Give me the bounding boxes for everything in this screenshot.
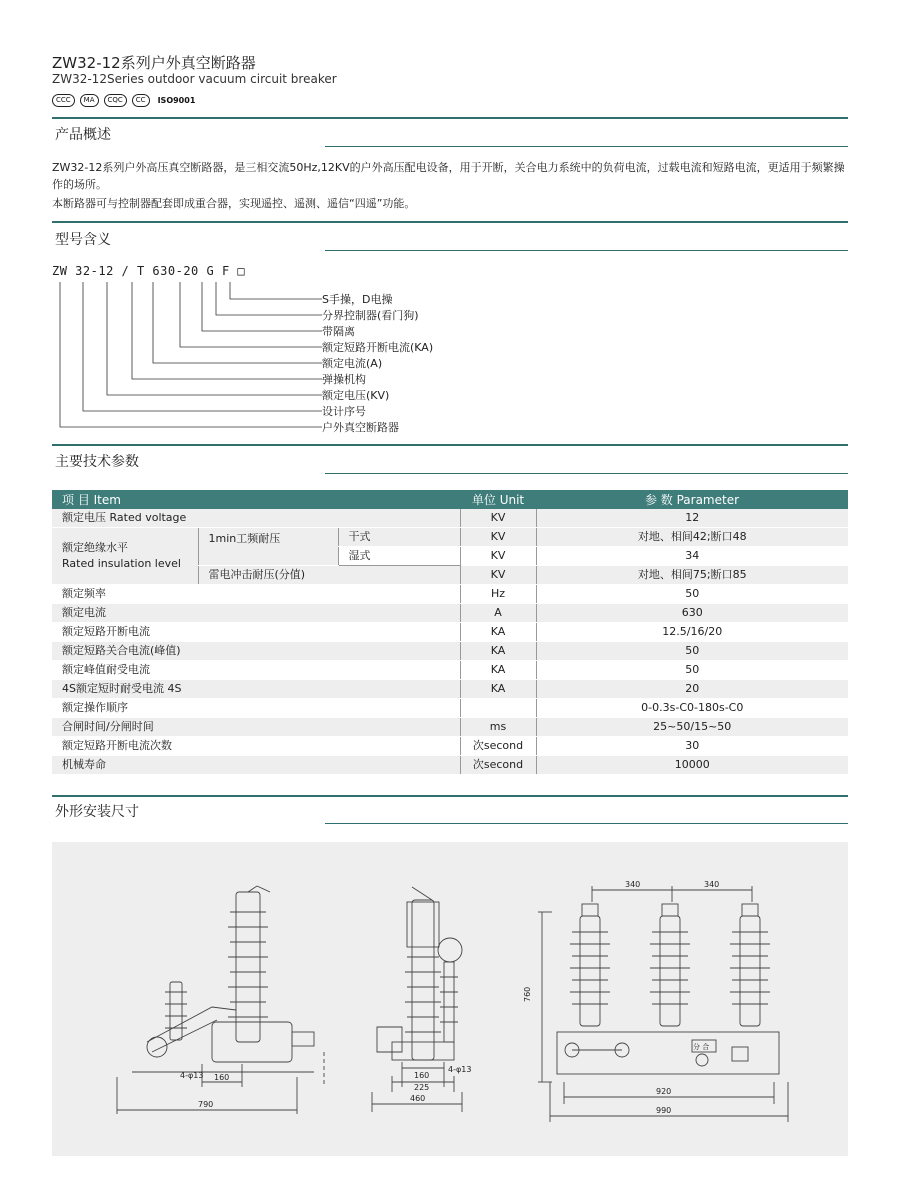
table-row xyxy=(52,680,848,699)
cqc-logo: CQC xyxy=(104,94,127,107)
spec-table xyxy=(52,490,848,775)
section-underline xyxy=(325,146,848,147)
row-value: 50 xyxy=(536,661,848,680)
row-label: 额定短路开断电流 xyxy=(52,623,460,642)
row-unit: KA xyxy=(460,623,536,642)
table-row xyxy=(52,623,848,642)
row-unit: Hz xyxy=(460,585,536,604)
certification-logos xyxy=(52,92,198,108)
front-insulator xyxy=(412,900,434,1060)
section-heading-specs: 主要技术参数 xyxy=(55,454,139,470)
dry-label: 干式 xyxy=(338,528,460,547)
row-unit: KV xyxy=(460,566,536,585)
front-dimension-460: 460 xyxy=(410,1094,426,1103)
section-underline xyxy=(325,823,848,824)
table-header xyxy=(52,490,848,509)
row-label: 机械寿命 xyxy=(52,756,460,775)
cc-logo: CC xyxy=(132,94,150,107)
row-value: 0-0.3s-C0-180s-C0 xyxy=(536,699,848,718)
side-insulator xyxy=(236,892,260,1042)
page-subtitle: ZW32-12Series outdoor vacuum circuit breaker xyxy=(52,72,337,86)
legend-item: 带隔离 xyxy=(322,325,355,338)
legend-line xyxy=(60,282,322,427)
section-rule xyxy=(52,444,848,446)
side-dimension-790: 790 xyxy=(198,1100,214,1109)
pole-insulator xyxy=(660,916,680,1026)
legend-line xyxy=(83,282,322,411)
pole-insulator xyxy=(740,916,760,1026)
legend-line xyxy=(216,282,322,315)
row-unit: A xyxy=(460,604,536,623)
table-row xyxy=(52,699,848,718)
row-value: 10000 xyxy=(536,756,848,775)
legend-line xyxy=(202,282,322,331)
header-unit: 单位 Unit xyxy=(460,490,536,509)
table-row xyxy=(52,737,848,756)
table-row xyxy=(52,661,848,680)
legend-item: 分界控制器(看门狗) xyxy=(322,309,419,322)
insulation-label-cn: 额定绝缘水平 xyxy=(62,541,128,554)
row-label: 额定电压 Rated voltage xyxy=(52,509,460,528)
row-label: 额定峰值耐受电流 xyxy=(52,661,460,680)
front-dimension-225: 225 xyxy=(414,1083,430,1092)
legend-item: 额定电压(KV) xyxy=(322,389,390,402)
row-value: 30 xyxy=(536,737,848,756)
front-hole-dimension: 4-φ13 xyxy=(448,1065,472,1074)
table-row xyxy=(52,528,848,547)
row-label: 额定电流 xyxy=(52,604,460,623)
width-dimension-920: 920 xyxy=(656,1087,672,1096)
row-value: 25~50/15~50 xyxy=(536,718,848,737)
model-code: ZW 32-12 / T 630-20 G F □ xyxy=(52,264,246,278)
close-open-label: 分 合 xyxy=(693,1043,710,1051)
section-heading-overview: 产品概述 xyxy=(55,127,111,143)
legend-line xyxy=(230,282,322,299)
row-unit: KV xyxy=(460,509,536,528)
terminal xyxy=(662,904,678,916)
row-value: 630 xyxy=(536,604,848,623)
power-freq-label: 1min工频耐压 xyxy=(198,528,338,566)
row-value: 对地、相间42;断口48 xyxy=(536,528,848,547)
legend-item: 弹操机构 xyxy=(322,373,366,386)
row-unit: KV xyxy=(460,528,536,547)
ma-logo: MA xyxy=(80,94,99,107)
overview-paragraph-2: 本断路器可与控制器配套即成重合器，实现遥控、遥测、遥信“四遥”功能。 xyxy=(52,197,416,210)
row-unit: 次second xyxy=(460,737,536,756)
legend-item: 额定电流(A) xyxy=(322,357,383,370)
header-item: 项 目 Item xyxy=(52,490,460,509)
row-value: 50 xyxy=(536,642,848,661)
section-rule xyxy=(52,117,848,119)
pole-spacing-340-right: 340 xyxy=(704,880,720,889)
table-row xyxy=(52,604,848,623)
row-label: 额定频率 xyxy=(52,585,460,604)
section-rule xyxy=(52,221,848,223)
model-legend-lines xyxy=(52,278,342,438)
row-value: 50 xyxy=(536,585,848,604)
section-underline xyxy=(325,250,848,251)
legend-item: 户外真空断路器 xyxy=(322,421,399,434)
row-unit: KA xyxy=(460,680,536,699)
section-underline xyxy=(325,473,848,474)
wet-label: 湿式 xyxy=(338,547,460,566)
impulse-label: 雷电冲击耐压(分值) xyxy=(198,566,460,585)
row-label: 合闸时间/分闸时间 xyxy=(52,718,460,737)
legend-line xyxy=(180,282,322,347)
dimension-drawings xyxy=(52,842,848,1156)
insulation-label-en: Rated insulation level xyxy=(62,557,181,570)
table-row xyxy=(52,642,848,661)
overview-paragraph-1: ZW32-12系列户外高压真空断路器，是三相交流50Hz,12KV的户外高压配电设备，用于开断，关合电力系统中的负荷电流，过载电流和短路电流，更适用于频繁操作的场所。 xyxy=(52,161,845,191)
side-hole-dimension: 4-φ13 xyxy=(180,1071,204,1080)
row-unit xyxy=(460,699,536,718)
table-row xyxy=(52,718,848,737)
legend-line xyxy=(153,282,322,363)
insulation-label xyxy=(52,528,198,585)
row-label: 额定短路关合电流(峰值) xyxy=(52,642,460,661)
row-label: 额定短路开断电流次数 xyxy=(52,737,460,756)
legend-item: S手操，D电操 xyxy=(322,293,393,306)
iso-logo: ISO9001 xyxy=(157,95,196,105)
section-heading-model: 型号含义 xyxy=(55,232,111,248)
height-dimension-760: 760 xyxy=(523,986,532,1002)
width-dimension-990: 990 xyxy=(656,1106,672,1115)
table-row xyxy=(52,585,848,604)
side-dimension-160: 160 xyxy=(214,1073,230,1082)
page-title: ZW32-12系列户外真空断路器 xyxy=(52,54,256,72)
row-unit: KA xyxy=(460,642,536,661)
pole-spacing-340-left: 340 xyxy=(625,880,641,889)
row-unit: KV xyxy=(460,547,536,566)
terminal xyxy=(582,904,598,916)
section-rule xyxy=(52,795,848,797)
legend-item: 额定短路开断电流(KA) xyxy=(322,341,434,354)
row-label: 4S额定短时耐受电流 4S xyxy=(52,680,460,699)
row-unit: KA xyxy=(460,661,536,680)
row-unit: ms xyxy=(460,718,536,737)
legend-item: 设计序号 xyxy=(322,405,366,418)
table-row xyxy=(52,509,848,528)
ccc-logo: CCC xyxy=(52,94,75,107)
terminal xyxy=(742,904,758,916)
row-label: 额定操作顺序 xyxy=(52,699,460,718)
row-unit: 次second xyxy=(460,756,536,775)
row-value: 34 xyxy=(536,547,848,566)
section-heading-dimensions: 外形安装尺寸 xyxy=(55,804,139,820)
pole-insulator xyxy=(580,916,600,1026)
row-value: 12 xyxy=(536,509,848,528)
dimension-drawing-svg xyxy=(52,842,848,1156)
legend-line xyxy=(132,282,322,379)
mechanism-housing xyxy=(557,1032,779,1074)
row-value: 对地、相间75;断口85 xyxy=(536,566,848,585)
row-value: 20 xyxy=(536,680,848,699)
table-row xyxy=(52,756,848,775)
header-parameter: 参 数 Parameter xyxy=(536,490,848,509)
front-dimension-160: 160 xyxy=(414,1071,430,1080)
row-value: 12.5/16/20 xyxy=(536,623,848,642)
